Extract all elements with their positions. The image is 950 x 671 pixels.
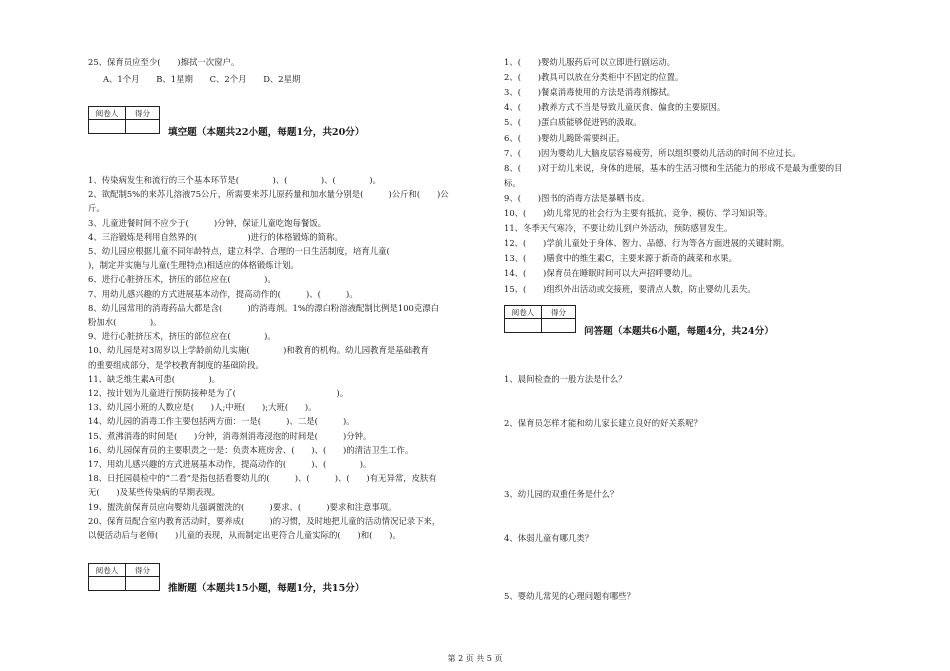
question-line: )，制定并实施与儿童(生理特点)相适应的体格锻炼计划。 xyxy=(88,260,299,271)
question-line: 14、幼儿园的消毒工作主要包括两方面：一是( )、二是( )。 xyxy=(88,416,355,427)
question-line: 20、保育员配合室内教育活动时，要养成( )的习惯，及时地把儿童的活动情况记录下来， xyxy=(88,515,441,526)
question-line: 2、欲配制5%的来苏儿溶液75公斤，所需要来苏儿原药量和加水量分别是( )公斤和( )公 xyxy=(88,189,449,200)
question-line: 1、传染病发生和流行的三个基本环节是( )、( )、( )。 xyxy=(88,175,381,185)
score-box xyxy=(504,305,576,333)
question-line: 斤。 xyxy=(88,203,105,214)
question-line: 10、( )幼儿常见的社会行为主要有抵抗、竞争、模仿、学习知识等。 xyxy=(504,208,773,218)
question-line: 18、日托园晨检中的“二看”是指包括看婴幼儿的( )、( )、( )有无异常，皮肤有 xyxy=(88,473,437,484)
question-line: 12、按计划为儿童进行预防接种是为了( )。 xyxy=(88,388,349,398)
question-line: 粉加水( )。 xyxy=(88,317,162,327)
score-cell xyxy=(126,120,160,134)
question-25-options: A、1个月 B、1星期 C、2个月 D、2星期 xyxy=(103,74,301,84)
question-line: 15、煮沸消毒的时间是( )分钟，消毒剂消毒浸泡的时间是( )分钟。 xyxy=(88,430,372,441)
question-line: 6、进行心脏挤压术，挤压的部位应在( )。 xyxy=(88,274,276,285)
score-label: 得分 xyxy=(126,107,160,120)
question-line: 8、( )对于幼儿来说，身体的进展，基本的生活习惯和生活能力的形成不是最为重要的目 xyxy=(504,162,843,173)
score-box xyxy=(88,106,160,134)
question-line: 4、( )教养方式不当是导致儿童厌食、偏食的主要原因。 xyxy=(504,102,726,113)
question-line: 7、( )因为婴幼儿大脑皮层容易疲劳，所以组织婴幼儿活动的时间不应过长。 xyxy=(504,147,801,158)
question-line: 16、幼儿园保育员的主要职责之一是：负责本班房舍、( )、( )的清洁卫生工作。 xyxy=(88,444,414,455)
question-line: 的重要组成部分，是学校教育制度的基础阶段。 xyxy=(88,359,264,370)
reviewer-label: 阅卷人 xyxy=(89,107,126,120)
question-line: 以便活动后与老师( )儿童的表现，从而制定出更符合儿童实际的( )和( )。 xyxy=(88,530,401,540)
question-line: 15、( )组织外出活动或交接班，要清点人数，防止婴幼儿丢失。 xyxy=(504,283,756,294)
question-line: 标。 xyxy=(504,177,521,188)
question-line: 4、体弱儿童有哪几类？ xyxy=(504,533,594,543)
question-line: 7、用幼儿感兴趣的方式进展基本动作，提高动作的( )、( )。 xyxy=(88,288,358,299)
question-line: 3、( )餐桌消毒使用的方法是消毒剂擦拭。 xyxy=(504,87,675,98)
question-line: 19、盥洗前保育员应向婴幼儿强调盥洗的( )要求、( )要求和注意事项。 xyxy=(88,501,397,512)
question-line: 11、冬季天气寒冷，不要让幼儿到户外活动，预防感冒发生。 xyxy=(504,223,733,234)
question-line: 2、( )教具可以放在分类柜中不固定的位置。 xyxy=(504,72,684,83)
section-title-qa: 问答题（本题共6小题，每题4分，共24分） xyxy=(584,326,774,337)
score-label: 得分 xyxy=(542,306,576,319)
question-line: 10、幼儿园是对3周岁以上学龄前幼儿实施( )和教育的机构。幼儿园教育是基础教育 xyxy=(88,345,429,356)
question-line: 12、( )学前儿童处于身体、智力、品德、行为等各方面进展的关键时期。 xyxy=(504,238,790,249)
score-label: 得分 xyxy=(126,564,160,577)
question-line: 11、缺乏维生素A可患( )。 xyxy=(88,373,221,384)
question-line: 4、三浴锻炼是利用自然界的( )进行的体格锻炼的简称。 xyxy=(88,231,343,242)
question-line: 5、幼儿园应根据儿童不同年龄特点，建立科学、合理的一日生活制度，培育儿童( xyxy=(88,246,407,256)
question-line: 9、进行心脏挤压术，挤压的部位应在( )。 xyxy=(88,331,276,342)
score-cell xyxy=(126,577,160,591)
question-25: 25、保育员应至少( )擦拭一次窗户。 xyxy=(88,57,240,67)
question-line: 6、( )婴幼儿跪卧需要纠正。 xyxy=(504,132,625,143)
reviewer-cell xyxy=(505,319,542,333)
question-line: 3、儿童进餐时间不应少于( )分钟，保证儿童吃饱每餐饭。 xyxy=(88,217,326,228)
question-line: 8、幼儿园常用的消毒药品大都是含( )的消毒剂。1%的漂白粉溶液配制比例是100克漂白 xyxy=(88,302,440,313)
score-box xyxy=(88,563,160,591)
question-line: 17、用幼儿感兴趣的方式进展基本动作，提高动作的( )、( )。 xyxy=(88,459,372,469)
question-line: 3、幼儿园的双重任务是什么？ xyxy=(504,489,619,499)
page-footer: 第 2 页 共 5 页 xyxy=(447,654,503,663)
question-line: 1、晨间检查的一般方法是什么？ xyxy=(504,374,627,384)
question-line: 2、保育员怎样才能和幼儿家长建立良好的好关系呢？ xyxy=(504,418,702,428)
reviewer-label: 阅卷人 xyxy=(505,306,542,319)
question-line: 14、( )保育员在睡眠时间可以大声招呼婴幼儿。 xyxy=(504,268,698,279)
section-title-judge: 推断题（本题共15小题，每题1分，共15分） xyxy=(168,583,365,594)
score-cell xyxy=(542,319,576,333)
question-line: 5、( )蛋白质能够促进钙的汲取。 xyxy=(504,117,642,128)
question-line: 无( )及某些传染病的早期表现。 xyxy=(88,487,221,498)
question-line: 9、( )图书的消毒方法是暴晒书皮。 xyxy=(504,192,650,203)
reviewer-label: 阅卷人 xyxy=(89,564,126,577)
question-line: 13、幼儿园小班的人数应是( )人;中班( );大班( )。 xyxy=(88,402,317,413)
reviewer-cell xyxy=(89,120,126,134)
section-title-fill: 填空题（本题共22小题，每题1分，共20分） xyxy=(168,127,365,138)
question-line: 13、( )膳食中的维生素C，主要来源于新奇的蔬菜和水果。 xyxy=(504,253,737,264)
question-line: 1、( )婴幼儿服药后可以立即进行剧运动。 xyxy=(504,57,675,67)
reviewer-cell xyxy=(89,577,126,591)
question-line: 5、婴幼儿常见的心理问题有哪些？ xyxy=(504,591,635,601)
